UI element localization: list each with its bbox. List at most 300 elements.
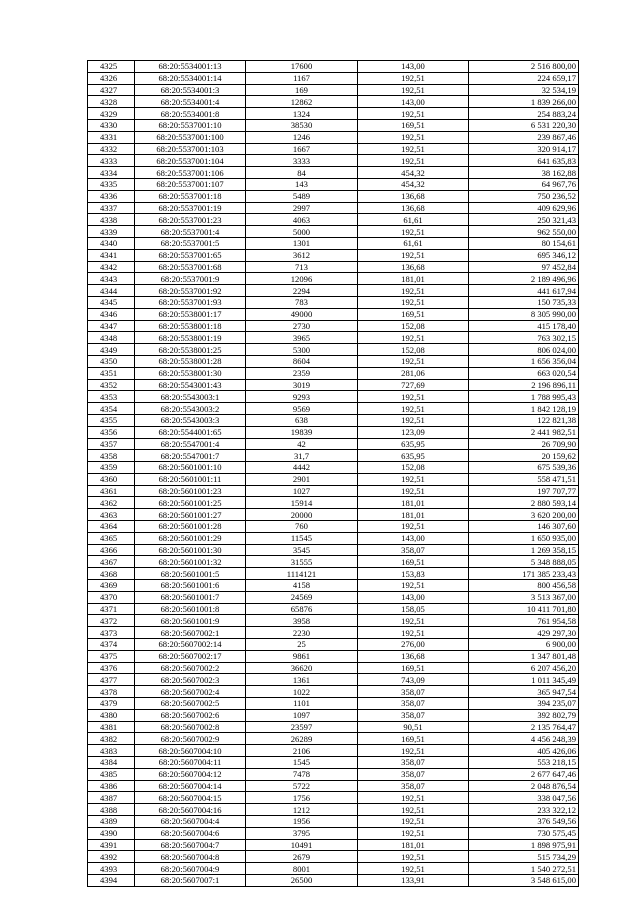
area-cell: 1667 (246, 143, 358, 155)
table-row (88, 532, 579, 544)
table-row (88, 438, 579, 450)
specific-value-cell: 61,61 (358, 214, 469, 226)
cadastral-value-table (87, 60, 579, 887)
specific-value-cell: 181,01 (358, 839, 469, 851)
cadastral-number-cell: 68:20:5544001:65 (135, 426, 246, 438)
table-row (88, 96, 579, 108)
cadastral-value-cell: 663 020,54 (469, 367, 579, 379)
cadastral-value-cell: 80 154,61 (469, 237, 579, 249)
table-row (88, 851, 579, 863)
cadastral-value-cell: 1 269 358,15 (469, 544, 579, 556)
table-row (88, 320, 579, 332)
table-row (88, 698, 579, 710)
specific-value-cell: 143,00 (358, 96, 469, 108)
specific-value-cell: 192,51 (358, 131, 469, 143)
row-number-cell: 4334 (88, 167, 135, 179)
specific-value-cell: 281,06 (358, 367, 469, 379)
row-number-cell: 4348 (88, 332, 135, 344)
row-number-cell: 4362 (88, 497, 135, 509)
specific-value-cell: 192,51 (358, 851, 469, 863)
cadastral-number-cell: 68:20:5543003:2 (135, 403, 246, 415)
table-row (88, 261, 579, 273)
cadastral-number-cell: 68:20:5607004:14 (135, 780, 246, 792)
area-cell: 4063 (246, 214, 358, 226)
table-row (88, 745, 579, 757)
cadastral-number-cell: 68:20:5537001:23 (135, 214, 246, 226)
table-row (88, 627, 579, 639)
table-row (88, 721, 579, 733)
row-number-cell: 4385 (88, 768, 135, 780)
specific-value-cell: 169,51 (358, 556, 469, 568)
specific-value-cell: 169,51 (358, 662, 469, 674)
cadastral-value-cell: 6 207 456,20 (469, 662, 579, 674)
specific-value-cell: 192,51 (358, 804, 469, 816)
cadastral-value-cell: 2 441 982,51 (469, 426, 579, 438)
specific-value-cell: 136,68 (358, 650, 469, 662)
row-number-cell: 4373 (88, 627, 135, 639)
cadastral-number-cell: 68:20:5601001:25 (135, 497, 246, 509)
area-cell: 10491 (246, 839, 358, 851)
cadastral-value-cell: 392 802,79 (469, 709, 579, 721)
specific-value-cell: 635,95 (358, 438, 469, 450)
row-number-cell: 4370 (88, 591, 135, 603)
area-cell: 15914 (246, 497, 358, 509)
row-number-cell: 4333 (88, 155, 135, 167)
row-number-cell: 4368 (88, 568, 135, 580)
area-cell: 783 (246, 296, 358, 308)
row-number-cell: 4382 (88, 733, 135, 745)
area-cell: 713 (246, 261, 358, 273)
table-row (88, 733, 579, 745)
cadastral-value-cell: 233 322,12 (469, 804, 579, 816)
specific-value-cell: 727,69 (358, 379, 469, 391)
specific-value-cell: 61,61 (358, 237, 469, 249)
area-cell: 36620 (246, 662, 358, 674)
cadastral-number-cell: 68:20:5607007:1 (135, 874, 246, 886)
cadastral-value-cell: 5 348 888,05 (469, 556, 579, 568)
row-number-cell: 4356 (88, 426, 135, 438)
table-row (88, 308, 579, 320)
row-number-cell: 4372 (88, 615, 135, 627)
cadastral-number-cell: 68:20:5534001:3 (135, 84, 246, 96)
table-row (88, 780, 579, 792)
table-row (88, 72, 579, 84)
specific-value-cell: 192,51 (358, 827, 469, 839)
table-row (88, 367, 579, 379)
area-cell: 26500 (246, 874, 358, 886)
area-cell: 638 (246, 414, 358, 426)
cadastral-number-cell: 68:20:5607002:8 (135, 721, 246, 733)
cadastral-number-cell: 68:20:5537001:100 (135, 131, 246, 143)
cadastral-value-cell: 239 867,46 (469, 131, 579, 143)
cadastral-value-cell: 1 656 356,04 (469, 355, 579, 367)
table-row (88, 768, 579, 780)
area-cell: 8001 (246, 863, 358, 875)
specific-value-cell: 192,51 (358, 84, 469, 96)
cadastral-number-cell: 68:20:5537001:68 (135, 261, 246, 273)
cadastral-number-cell: 68:20:5607004:6 (135, 827, 246, 839)
cadastral-number-cell: 68:20:5601001:28 (135, 521, 246, 533)
area-cell: 9293 (246, 391, 358, 403)
cadastral-value-cell: 376 549,56 (469, 816, 579, 828)
area-cell: 2106 (246, 745, 358, 757)
area-cell: 2997 (246, 202, 358, 214)
table-row (88, 473, 579, 485)
row-number-cell: 4340 (88, 237, 135, 249)
cadastral-value-cell: 441 617,94 (469, 285, 579, 297)
row-number-cell: 4330 (88, 119, 135, 131)
row-number-cell: 4343 (88, 273, 135, 285)
row-number-cell: 4369 (88, 580, 135, 592)
area-cell: 3795 (246, 827, 358, 839)
cadastral-number-cell: 68:20:5547001:4 (135, 438, 246, 450)
specific-value-cell: 192,51 (358, 745, 469, 757)
cadastral-value-cell: 3 513 367,00 (469, 591, 579, 603)
row-number-cell: 4390 (88, 827, 135, 839)
cadastral-value-cell: 254 883,24 (469, 108, 579, 120)
specific-value-cell: 143,00 (358, 532, 469, 544)
area-cell: 1956 (246, 816, 358, 828)
cadastral-value-cell: 695 346,12 (469, 249, 579, 261)
row-number-cell: 4378 (88, 686, 135, 698)
area-cell: 8604 (246, 355, 358, 367)
cadastral-number-cell: 68:20:5537001:10 (135, 119, 246, 131)
row-number-cell: 4357 (88, 438, 135, 450)
area-cell: 2679 (246, 851, 358, 863)
specific-value-cell: 133,91 (358, 874, 469, 886)
row-number-cell: 4381 (88, 721, 135, 733)
row-number-cell: 4331 (88, 131, 135, 143)
cadastral-value-cell: 806 024,00 (469, 344, 579, 356)
specific-value-cell: 192,51 (358, 143, 469, 155)
row-number-cell: 4374 (88, 639, 135, 651)
area-cell: 23597 (246, 721, 358, 733)
cadastral-number-cell: 68:20:5538001:30 (135, 367, 246, 379)
area-cell: 31555 (246, 556, 358, 568)
table-row (88, 108, 579, 120)
table-row (88, 863, 579, 875)
specific-value-cell: 192,51 (358, 627, 469, 639)
cadastral-value-cell: 250 321,43 (469, 214, 579, 226)
table-row (88, 379, 579, 391)
table-row (88, 344, 579, 356)
specific-value-cell: 152,08 (358, 462, 469, 474)
cadastral-number-cell: 68:20:5601001:9 (135, 615, 246, 627)
cadastral-number-cell: 68:20:5543003:3 (135, 414, 246, 426)
cadastral-number-cell: 68:20:5607004:4 (135, 816, 246, 828)
table-row (88, 190, 579, 202)
cadastral-value-cell: 26 709,90 (469, 438, 579, 450)
cadastral-number-cell: 68:20:5534001:13 (135, 61, 246, 73)
row-number-cell: 4377 (88, 674, 135, 686)
cadastral-number-cell: 68:20:5543003:1 (135, 391, 246, 403)
area-cell: 20000 (246, 509, 358, 521)
cadastral-value-cell: 365 947,54 (469, 686, 579, 698)
specific-value-cell: 358,07 (358, 757, 469, 769)
cadastral-number-cell: 68:20:5538001:18 (135, 320, 246, 332)
row-number-cell: 4366 (88, 544, 135, 556)
table-row (88, 497, 579, 509)
specific-value-cell: 136,68 (358, 202, 469, 214)
table-row (88, 462, 579, 474)
table-row (88, 391, 579, 403)
area-cell: 84 (246, 167, 358, 179)
specific-value-cell: 192,51 (358, 285, 469, 297)
cadastral-value-cell: 2 189 496,96 (469, 273, 579, 285)
cadastral-number-cell: 68:20:5537001:104 (135, 155, 246, 167)
row-number-cell: 4325 (88, 61, 135, 73)
cadastral-number-cell: 68:20:5601001:10 (135, 462, 246, 474)
specific-value-cell: 192,51 (358, 580, 469, 592)
cadastral-value-cell: 641 635,83 (469, 155, 579, 167)
row-number-cell: 4326 (88, 72, 135, 84)
area-cell: 143 (246, 178, 358, 190)
specific-value-cell: 152,08 (358, 320, 469, 332)
cadastral-value-cell: 1 540 272,51 (469, 863, 579, 875)
specific-value-cell: 136,68 (358, 261, 469, 273)
cadastral-value-cell: 3 548 615,00 (469, 874, 579, 886)
row-number-cell: 4346 (88, 308, 135, 320)
table-row (88, 119, 579, 131)
cadastral-value-cell: 962 550,00 (469, 226, 579, 238)
area-cell: 1301 (246, 237, 358, 249)
cadastral-value-cell: 146 307,60 (469, 521, 579, 533)
cadastral-value-cell: 224 659,17 (469, 72, 579, 84)
table-row (88, 131, 579, 143)
cadastral-number-cell: 68:20:5537001:65 (135, 249, 246, 261)
area-cell: 7478 (246, 768, 358, 780)
table-row (88, 61, 579, 73)
cadastral-value-cell: 415 178,40 (469, 320, 579, 332)
row-number-cell: 4337 (88, 202, 135, 214)
specific-value-cell: 143,00 (358, 61, 469, 73)
cadastral-value-cell: 38 162,88 (469, 167, 579, 179)
row-number-cell: 4364 (88, 521, 135, 533)
table-row (88, 827, 579, 839)
area-cell: 169 (246, 84, 358, 96)
row-number-cell: 4354 (88, 403, 135, 415)
table-row (88, 686, 579, 698)
row-number-cell: 4328 (88, 96, 135, 108)
cadastral-value-cell: 171 385 233,43 (469, 568, 579, 580)
area-cell: 9861 (246, 650, 358, 662)
area-cell: 17600 (246, 61, 358, 73)
cadastral-number-cell: 68:20:5607004:8 (135, 851, 246, 863)
table-row (88, 521, 579, 533)
table-row (88, 285, 579, 297)
specific-value-cell: 358,07 (358, 544, 469, 556)
row-number-cell: 4349 (88, 344, 135, 356)
cadastral-value-cell: 553 218,15 (469, 757, 579, 769)
cadastral-value-cell: 394 235,07 (469, 698, 579, 710)
table-row (88, 214, 579, 226)
row-number-cell: 4371 (88, 603, 135, 615)
cadastral-number-cell: 68:20:5537001:103 (135, 143, 246, 155)
cadastral-value-cell: 515 734,29 (469, 851, 579, 863)
cadastral-value-cell: 730 575,45 (469, 827, 579, 839)
specific-value-cell: 192,51 (358, 296, 469, 308)
area-cell: 3019 (246, 379, 358, 391)
cadastral-value-cell: 4 456 248,39 (469, 733, 579, 745)
cadastral-value-cell: 6 900,00 (469, 639, 579, 651)
specific-value-cell: 192,51 (358, 403, 469, 415)
row-number-cell: 4376 (88, 662, 135, 674)
table-row (88, 603, 579, 615)
specific-value-cell: 192,51 (358, 391, 469, 403)
cadastral-number-cell: 68:20:5601001:23 (135, 485, 246, 497)
table-row (88, 485, 579, 497)
area-cell: 12862 (246, 96, 358, 108)
row-number-cell: 4387 (88, 792, 135, 804)
cadastral-number-cell: 68:20:5538001:25 (135, 344, 246, 356)
specific-value-cell: 192,51 (358, 863, 469, 875)
area-cell: 2901 (246, 473, 358, 485)
row-number-cell: 4393 (88, 863, 135, 875)
specific-value-cell: 192,51 (358, 615, 469, 627)
area-cell: 24569 (246, 591, 358, 603)
cadastral-number-cell: 68:20:5601001:6 (135, 580, 246, 592)
area-cell: 1756 (246, 792, 358, 804)
table-row (88, 249, 579, 261)
row-number-cell: 4391 (88, 839, 135, 851)
table-row (88, 84, 579, 96)
specific-value-cell: 136,68 (358, 190, 469, 202)
table-row (88, 792, 579, 804)
area-cell: 42 (246, 438, 358, 450)
row-number-cell: 4388 (88, 804, 135, 816)
cadastral-number-cell: 68:20:5537001:9 (135, 273, 246, 285)
row-number-cell: 4358 (88, 450, 135, 462)
row-number-cell: 4347 (88, 320, 135, 332)
cadastral-value-cell: 320 914,17 (469, 143, 579, 155)
table-body (88, 61, 579, 887)
cadastral-number-cell: 68:20:5607004:15 (135, 792, 246, 804)
cadastral-number-cell: 68:20:5537001:107 (135, 178, 246, 190)
area-cell: 5489 (246, 190, 358, 202)
cadastral-number-cell: 68:20:5538001:28 (135, 355, 246, 367)
cadastral-number-cell: 68:20:5607004:16 (135, 804, 246, 816)
table-row (88, 414, 579, 426)
table-row (88, 804, 579, 816)
cadastral-value-cell: 2 048 876,54 (469, 780, 579, 792)
cadastral-number-cell: 68:20:5607004:7 (135, 839, 246, 851)
specific-value-cell: 276,00 (358, 639, 469, 651)
row-number-cell: 4327 (88, 84, 135, 96)
row-number-cell: 4335 (88, 178, 135, 190)
specific-value-cell: 192,51 (358, 249, 469, 261)
specific-value-cell: 192,51 (358, 72, 469, 84)
specific-value-cell: 192,51 (358, 226, 469, 238)
cadastral-number-cell: 68:20:5601001:7 (135, 591, 246, 603)
area-cell: 2359 (246, 367, 358, 379)
specific-value-cell: 358,07 (358, 709, 469, 721)
cadastral-value-cell: 761 954,58 (469, 615, 579, 627)
specific-value-cell: 169,51 (358, 308, 469, 320)
specific-value-cell: 358,07 (358, 686, 469, 698)
row-number-cell: 4352 (88, 379, 135, 391)
cadastral-value-cell: 2 677 647,46 (469, 768, 579, 780)
area-cell: 1212 (246, 804, 358, 816)
area-cell: 26289 (246, 733, 358, 745)
row-number-cell: 4360 (88, 473, 135, 485)
specific-value-cell: 192,51 (358, 792, 469, 804)
specific-value-cell: 169,51 (358, 733, 469, 745)
cadastral-number-cell: 68:20:5607002:4 (135, 686, 246, 698)
cadastral-number-cell: 68:20:5607002:3 (135, 674, 246, 686)
table-row (88, 839, 579, 851)
cadastral-value-cell: 2 196 896,11 (469, 379, 579, 391)
cadastral-number-cell: 68:20:5534001:8 (135, 108, 246, 120)
row-number-cell: 4392 (88, 851, 135, 863)
area-cell: 49000 (246, 308, 358, 320)
specific-value-cell: 454,32 (358, 167, 469, 179)
cadastral-value-cell: 750 236,52 (469, 190, 579, 202)
table-row (88, 556, 579, 568)
area-cell: 31,7 (246, 450, 358, 462)
table-row (88, 615, 579, 627)
area-cell: 1246 (246, 131, 358, 143)
specific-value-cell: 192,51 (358, 473, 469, 485)
row-number-cell: 4361 (88, 485, 135, 497)
cadastral-number-cell: 68:20:5534001:14 (135, 72, 246, 84)
cadastral-number-cell: 68:20:5537001:93 (135, 296, 246, 308)
row-number-cell: 4389 (88, 816, 135, 828)
area-cell: 760 (246, 521, 358, 533)
row-number-cell: 4350 (88, 355, 135, 367)
cadastral-number-cell: 68:20:5547001:7 (135, 450, 246, 462)
cadastral-number-cell: 68:20:5607002:17 (135, 650, 246, 662)
table-row (88, 568, 579, 580)
table-row (88, 544, 579, 556)
specific-value-cell: 358,07 (358, 768, 469, 780)
table-row (88, 426, 579, 438)
row-number-cell: 4363 (88, 509, 135, 521)
table-row (88, 273, 579, 285)
cadastral-value-cell: 1 839 266,00 (469, 96, 579, 108)
row-number-cell: 4345 (88, 296, 135, 308)
area-cell: 3958 (246, 615, 358, 627)
cadastral-value-cell: 20 159,62 (469, 450, 579, 462)
cadastral-value-cell: 1 347 801,48 (469, 650, 579, 662)
area-cell: 1545 (246, 757, 358, 769)
area-cell: 1361 (246, 674, 358, 686)
cadastral-number-cell: 68:20:5601001:30 (135, 544, 246, 556)
cadastral-number-cell: 68:20:5537001:92 (135, 285, 246, 297)
area-cell: 12096 (246, 273, 358, 285)
table-row (88, 709, 579, 721)
cadastral-number-cell: 68:20:5534001:4 (135, 96, 246, 108)
table-row (88, 874, 579, 886)
cadastral-number-cell: 68:20:5538001:17 (135, 308, 246, 320)
cadastral-value-cell: 10 411 701,80 (469, 603, 579, 615)
area-cell: 1114121 (246, 568, 358, 580)
row-number-cell: 4341 (88, 249, 135, 261)
cadastral-value-cell: 409 629,96 (469, 202, 579, 214)
cadastral-value-cell: 429 297,30 (469, 627, 579, 639)
row-number-cell: 4344 (88, 285, 135, 297)
specific-value-cell: 192,51 (358, 332, 469, 344)
area-cell: 3545 (246, 544, 358, 556)
row-number-cell: 4386 (88, 780, 135, 792)
area-cell: 25 (246, 639, 358, 651)
cadastral-number-cell: 68:20:5601001:32 (135, 556, 246, 568)
table-row (88, 155, 579, 167)
area-cell: 2230 (246, 627, 358, 639)
table-row (88, 296, 579, 308)
cadastral-number-cell: 68:20:5537001:5 (135, 237, 246, 249)
cadastral-value-cell: 800 456,58 (469, 580, 579, 592)
cadastral-value-cell: 558 471,51 (469, 473, 579, 485)
